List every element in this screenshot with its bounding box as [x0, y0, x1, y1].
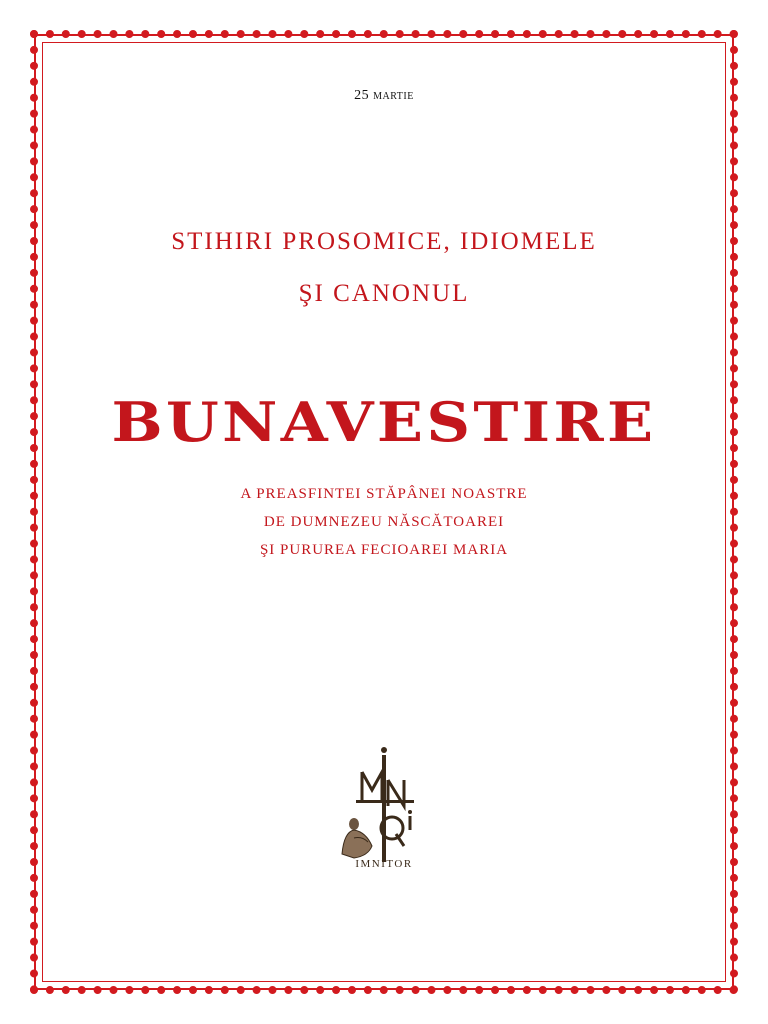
logo-caption: IMNITOR: [355, 858, 413, 870]
subtitle-line-1: STIHIRI PROSOMICE, IDIOMELE: [171, 228, 597, 255]
dedication-line-1: A PREASFINTEI STĂPÂNEI NOASTRE: [240, 486, 528, 502]
subtitle-line-2: ŞI CANONUL: [298, 280, 470, 307]
main-title: BUNAVESTIRE: [111, 390, 657, 454]
date-day: 25: [354, 88, 370, 103]
feast-date: [0, 88, 768, 104]
dedication-line-2: DE DUMNEZEU NĂSCĂTOAREI: [263, 514, 505, 530]
dedication-line-3: ŞI PURUREA FECIOAREI MARIA: [259, 542, 509, 558]
date-month: martie: [373, 88, 414, 103]
